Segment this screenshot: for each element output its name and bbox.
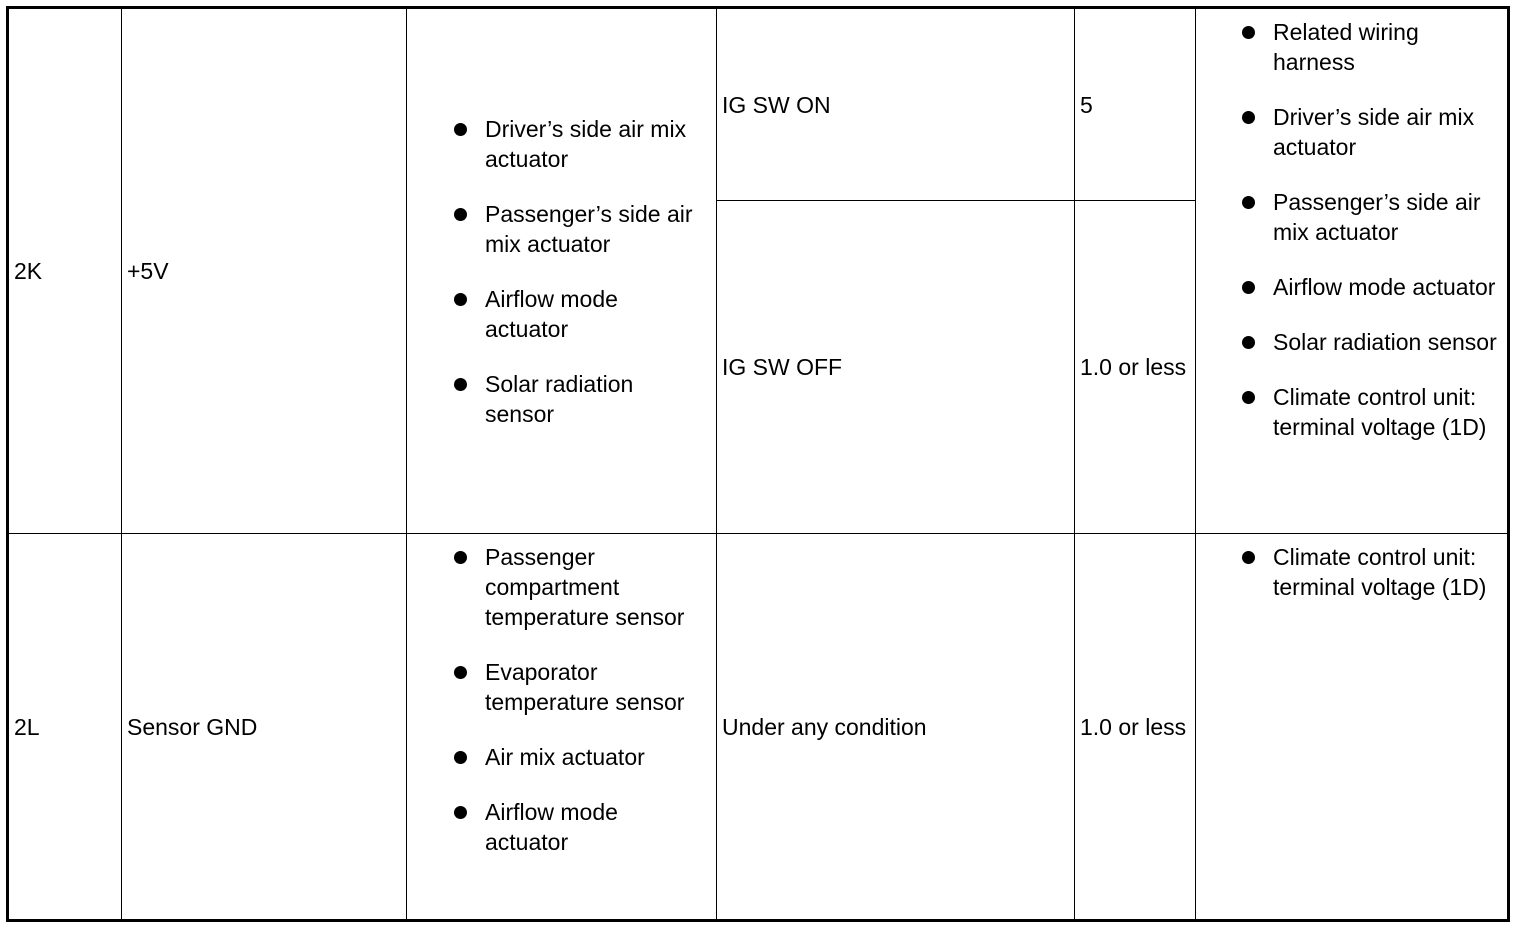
list-item: Airflow mode actuator xyxy=(1239,272,1497,302)
list-item: Passenger compartment temperature sensor xyxy=(451,542,706,632)
table-row-2k xyxy=(8,8,1509,201)
list-item: Climate control unit: terminal voltage (1D) xyxy=(1239,542,1497,602)
bullet-icon xyxy=(1242,26,1255,39)
list-item: Solar radiation sensor xyxy=(1239,327,1497,357)
list-item: Climate control unit: terminal voltage (1D) xyxy=(1239,382,1497,442)
connected-to-cell xyxy=(407,8,717,534)
list-item: Related wiring harness xyxy=(1239,17,1497,77)
bullet-icon xyxy=(1242,196,1255,209)
list-item: Passenger’s side air mix actuator xyxy=(451,199,706,259)
list-item: Airflow mode actuator xyxy=(451,797,706,857)
bullet-icon xyxy=(454,208,467,221)
inspection-list xyxy=(1239,534,1497,602)
terminal-cell: 2K xyxy=(8,8,122,534)
bullet-icon xyxy=(1242,281,1255,294)
list-item: Driver’s side air mix actuator xyxy=(1239,102,1497,162)
inspection-cell xyxy=(1196,534,1509,921)
bullet-icon xyxy=(454,806,467,819)
terminal-voltage-table xyxy=(6,6,1510,922)
bullet-icon xyxy=(454,666,467,679)
bullet-icon xyxy=(1242,336,1255,349)
condition-cell: IG SW OFF xyxy=(717,201,1075,534)
signal-cell: +5V xyxy=(122,8,407,534)
list-item: Air mix actuator xyxy=(451,742,706,772)
inspection-cell xyxy=(1196,8,1509,534)
connected-to-list xyxy=(451,114,706,429)
voltage-cell: 1.0 or less xyxy=(1075,534,1196,921)
bullet-icon xyxy=(1242,391,1255,404)
list-item: Airflow mode actuator xyxy=(451,284,706,344)
bullet-icon xyxy=(1242,111,1255,124)
table-row-2l xyxy=(8,534,1509,921)
terminal-cell: 2L xyxy=(8,534,122,921)
connected-to-list xyxy=(451,534,706,857)
bullet-icon xyxy=(454,751,467,764)
connected-to-cell xyxy=(407,534,717,921)
voltage-cell: 1.0 or less xyxy=(1075,201,1196,534)
condition-cell: IG SW ON xyxy=(717,8,1075,201)
signal-cell: Sensor GND xyxy=(122,534,407,921)
list-item: Driver’s side air mix actuator xyxy=(451,114,706,174)
voltage-cell: 5 xyxy=(1075,8,1196,201)
bullet-icon xyxy=(1242,551,1255,564)
bullet-icon xyxy=(454,123,467,136)
bullet-icon xyxy=(454,293,467,306)
list-item: Evaporator temperature sensor xyxy=(451,657,706,717)
bullet-icon xyxy=(454,378,467,391)
bullet-icon xyxy=(454,551,467,564)
list-item: Passenger’s side air mix actuator xyxy=(1239,187,1497,247)
list-item: Solar radiation sensor xyxy=(451,369,706,429)
condition-cell: Under any condition xyxy=(717,534,1075,921)
inspection-list xyxy=(1239,9,1497,442)
